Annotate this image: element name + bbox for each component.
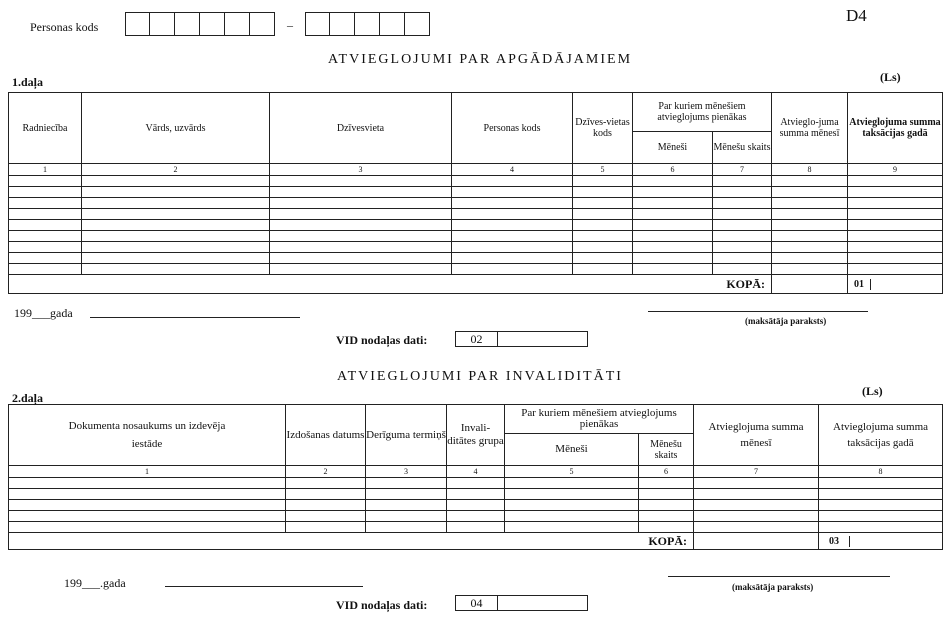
col-number: 1 [9, 466, 286, 478]
part1-total-label: KOPĀ: [9, 275, 772, 294]
col-number: 5 [573, 164, 633, 176]
personal-code-field-part1[interactable] [125, 12, 275, 36]
form-code: D4 [846, 6, 867, 25]
col-number: 3 [270, 164, 452, 176]
table-row[interactable] [9, 220, 943, 231]
col-number: 9 [848, 164, 943, 176]
part2-total-code: 03 [819, 536, 850, 547]
col-months-group-header: Par kuriem mēnešiem atvieglojums pienākas [633, 93, 772, 132]
table-row[interactable] [9, 198, 943, 209]
part2-signature-label: (maksātāja paraksts) [732, 582, 814, 592]
col-document-header: Dokumenta nosaukums un izdevēja iestāde [9, 405, 286, 466]
part2-vid-label: VID nodaļas dati: [336, 598, 428, 612]
part1-total-monthly-field[interactable] [772, 275, 848, 294]
part1-total-code: 01 [848, 279, 871, 290]
col-monthly-amount-header: Atvieglojuma summa mēnesī [694, 405, 819, 466]
col-number: 5 [505, 466, 639, 478]
part2-total-yearly-field[interactable] [819, 533, 943, 550]
col-number: 4 [447, 466, 505, 478]
personal-code-dash: – [287, 18, 293, 32]
part1-table [8, 92, 943, 294]
col-number: 2 [82, 164, 270, 176]
col-number: 6 [633, 164, 713, 176]
col-number: 6 [639, 466, 694, 478]
table-row[interactable] [9, 176, 943, 187]
personal-code-field-part2[interactable] [305, 12, 430, 36]
col-months-header: Mēneši [633, 132, 713, 164]
personal-code-label: Personas kods [30, 20, 99, 34]
col-months-group-header: Par kuriem mēnešiem atvieglojums pienākas [505, 405, 694, 434]
col-disability-group-header: Invali-ditātes grupa [447, 405, 505, 466]
col-number: 3 [366, 466, 447, 478]
part1-vid-code: 02 [456, 332, 498, 346]
table-row[interactable] [9, 264, 943, 275]
table-row[interactable] [9, 242, 943, 253]
part1-label: 1.daļa [12, 75, 44, 89]
part2-vid-field[interactable] [455, 595, 588, 611]
part1-date-label: 199___gada [14, 306, 73, 320]
part2-vid-code: 04 [456, 596, 498, 610]
col-validity-header: Derīguma termiņš [366, 405, 447, 466]
col-months-count-header: Mēnešu skaits [713, 132, 772, 164]
table-row[interactable] [9, 209, 943, 220]
col-months-header: Mēneši [505, 434, 639, 466]
part2-title: ATVIEGLOJUMI PAR INVALIDITĀTI [337, 369, 623, 384]
col-monthly-amount-header: Atvieglo-juma summa mēnesī [772, 93, 848, 164]
table-row[interactable] [9, 511, 943, 522]
col-personal-code-header: Personas kods [452, 93, 573, 164]
table-row[interactable] [9, 489, 943, 500]
col-number: 7 [713, 164, 772, 176]
part2-currency: (Ls) [862, 384, 883, 398]
part1-vid-field[interactable] [455, 331, 588, 347]
part1-currency: (Ls) [880, 70, 901, 84]
part2-signature-line[interactable] [668, 576, 890, 577]
part1-total-yearly-field[interactable] [848, 275, 943, 294]
part2-table [8, 404, 943, 550]
table-row[interactable] [9, 187, 943, 198]
table-row[interactable] [9, 478, 943, 489]
table-row[interactable] [9, 231, 943, 242]
col-number: 7 [694, 466, 819, 478]
col-kinship-header: Radniecība [9, 93, 82, 164]
part2-total-label: KOPĀ: [9, 533, 694, 550]
col-residence-header: Dzīvesvieta [270, 93, 452, 164]
part1-vid-label: VID nodaļas dati: [336, 333, 428, 347]
col-number: 8 [772, 164, 848, 176]
col-number: 4 [452, 164, 573, 176]
table-row[interactable] [9, 500, 943, 511]
part2-date-field[interactable] [165, 574, 363, 587]
col-residence-code-header: Dzīves-vietas kods [573, 93, 633, 164]
table-row[interactable] [9, 253, 943, 264]
col-number: 2 [286, 466, 366, 478]
part2-total-monthly-field[interactable] [694, 533, 819, 550]
part1-signature-line[interactable] [648, 311, 868, 312]
part1-signature-label: (maksātāja paraksts) [745, 316, 827, 326]
col-yearly-amount-header: Atvieglojuma summa taksācijas gadā [848, 93, 943, 164]
table-row[interactable] [9, 522, 943, 533]
col-months-count-header: Mēnešu skaits [639, 434, 694, 466]
col-number: 8 [819, 466, 943, 478]
col-yearly-amount-header: Atvieglojuma summa taksācijas gadā [819, 405, 943, 466]
col-number: 1 [9, 164, 82, 176]
part1-date-field[interactable] [90, 305, 300, 318]
part2-date-label: 199___.gada [64, 576, 126, 590]
part1-title: ATVIEGLOJUMI PAR APGĀDĀJAMIEM [327, 52, 633, 67]
col-issue-date-header: Izdošanas datums [286, 405, 366, 466]
col-name-header: Vārds, uzvārds [82, 93, 270, 164]
part2-label: 2.daļa [12, 391, 44, 405]
